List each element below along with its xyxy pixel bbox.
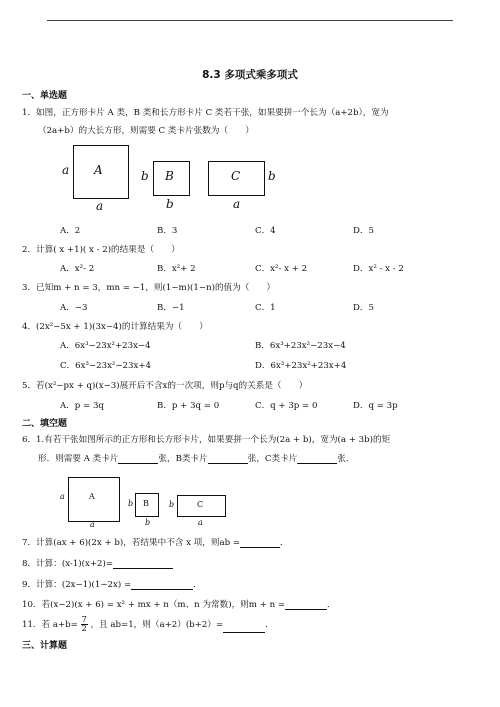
- q1-option-b: B．3: [157, 226, 178, 236]
- question-3: 3．已知m + n = 3，mn = −1，则(1−m)(1−n)的值为（ ）: [22, 283, 276, 293]
- question-1-line1: 1．如图，正方形卡片 A 类，B 类和长方形卡片 C 类若干张，如果要拼一个长为（a+2b），宽为: [22, 108, 389, 118]
- section-calculation: 三、计算题: [22, 641, 68, 651]
- q8-blank[interactable]: [113, 559, 173, 569]
- page-title: 8.3 多项式乘多项式: [202, 69, 298, 81]
- q6-blank-a[interactable]: [118, 454, 158, 464]
- q6-card-a-bottom: a: [90, 520, 95, 529]
- q6-text-b: 张，B类卡片: [158, 454, 208, 464]
- q8-text: 8．计算：(x-1)(x+2)=: [22, 559, 114, 569]
- q4-option-b: B．6x³+23x²−23x−4: [255, 341, 346, 351]
- header-rule: [47, 20, 453, 21]
- q9-blank[interactable]: [131, 580, 193, 590]
- question-4: 4．(2x²−5x + 1)(3x−4)的计算结果为（ ）: [22, 322, 208, 332]
- q7-end: ．: [280, 538, 289, 548]
- question-10: [22, 598, 336, 610]
- card-a-bottom-label: a: [96, 199, 104, 213]
- card-c-side-label: b: [268, 169, 276, 183]
- q11-numerator: 7: [81, 615, 87, 624]
- q4-option-d: D．6x³+23x²+23x+4: [255, 361, 347, 371]
- q6-card-b-bottom: b: [145, 518, 151, 527]
- card-a-side-label: a: [62, 163, 70, 177]
- question-9: [22, 578, 202, 590]
- question-8: [22, 557, 173, 569]
- q10-text: 10．若(x−2)(x + 6) = x² + mx + n（m、n 为常数)，则m + n =: [22, 600, 286, 610]
- q6-card-a-side: a: [60, 492, 65, 501]
- q4-option-c: C．6x³−23x²−23x+4: [60, 361, 152, 371]
- q6-text-c: 张，C类卡片: [247, 454, 298, 464]
- q6-card-a-label: A: [89, 492, 95, 501]
- q10-blank[interactable]: [285, 600, 327, 610]
- card-b-side-label: b: [141, 169, 149, 183]
- question-5: 5．若(x²−px + q)(x−3)展开后不含x的一次项，则p与q的关系是（ ）: [22, 381, 308, 391]
- q11-denominator: 2: [81, 624, 87, 633]
- q2-option-d: D．x² - x - 2: [353, 264, 404, 274]
- q7-text: 7．计算(ax + 6)(2x + b)，若结果中不含 x 项，则ab =: [22, 538, 241, 548]
- q2-option-a: A．x²- 2: [60, 264, 95, 274]
- q11-text-b: ，且 ab=1，则（a+2）(b+2）=: [90, 620, 224, 630]
- q11-end: ．: [265, 620, 274, 630]
- q3-option-b: B．−1: [157, 303, 185, 313]
- card-b-label: B: [165, 169, 174, 183]
- q9-text: 9．计算：(2x−1)(1−2x) =: [22, 580, 132, 590]
- q6-card-b-side: b: [128, 499, 134, 508]
- q2-option-c: C．x²- x + 2: [255, 264, 308, 274]
- q1-option-c: C．4: [255, 226, 276, 236]
- q3-option-a: A．−3: [60, 303, 88, 313]
- q3-option-c: C．1: [255, 303, 276, 313]
- section-single-choice: 一、单选题: [22, 91, 68, 101]
- card-a-label: A: [94, 163, 103, 177]
- card-c-bottom-label: a: [233, 197, 241, 211]
- q6-card-c-side: b: [169, 500, 175, 509]
- section-fill-blank: 二、填空题: [22, 419, 68, 429]
- question-1-line2: （2a+b）的大长方形，则需要 C 类卡片张数为（ ）: [38, 126, 254, 136]
- q6-blank-b[interactable]: [208, 454, 248, 464]
- q5-option-a: A．p = 3q: [60, 401, 104, 411]
- question-11: [22, 616, 274, 633]
- q6-text-a: 形．则需要 A 类卡片: [38, 454, 119, 464]
- card-c-label: C: [231, 169, 241, 183]
- q5-option-c: C．q + 3p = 0: [255, 401, 318, 411]
- q1-option-d: D．5: [353, 226, 374, 236]
- q2-option-b: B．x²+ 2: [157, 264, 196, 274]
- q6-card-c-label: C: [197, 500, 204, 509]
- q9-end: ．: [193, 580, 202, 590]
- q6-card-b-label: B: [143, 499, 149, 508]
- q4-option-a: A．6x³−23x²+23x−4: [60, 341, 151, 351]
- q5-option-b: B．p + 3q = 0: [157, 401, 220, 411]
- question-7: [22, 536, 289, 548]
- q6-card-c-bottom: a: [198, 518, 203, 527]
- question-2: 2．计算( x +1)( x - 2)的结果是（ ）: [22, 245, 180, 255]
- q10-end: ．: [327, 600, 336, 610]
- q11-fraction: [81, 616, 88, 633]
- q7-blank[interactable]: [240, 538, 280, 548]
- card-b-bottom-label: b: [166, 197, 174, 211]
- q6-text-d: 张．: [337, 454, 355, 464]
- q6-blank-c[interactable]: [297, 454, 337, 464]
- q5-option-d: D．q = 3p: [353, 401, 398, 411]
- question-6-line2: [38, 452, 354, 464]
- q11-blank[interactable]: [223, 623, 265, 633]
- q11-text-a: 11．若 a+b=: [22, 620, 78, 630]
- question-6-line1: 6．1.有若干张如图所示的正方形和长方形卡片，如果要拼一个长为(2a + b)，宽为(a + 3b)的矩: [22, 435, 391, 445]
- q3-option-d: D．5: [353, 303, 374, 313]
- q1-option-a: A．2: [60, 226, 81, 236]
